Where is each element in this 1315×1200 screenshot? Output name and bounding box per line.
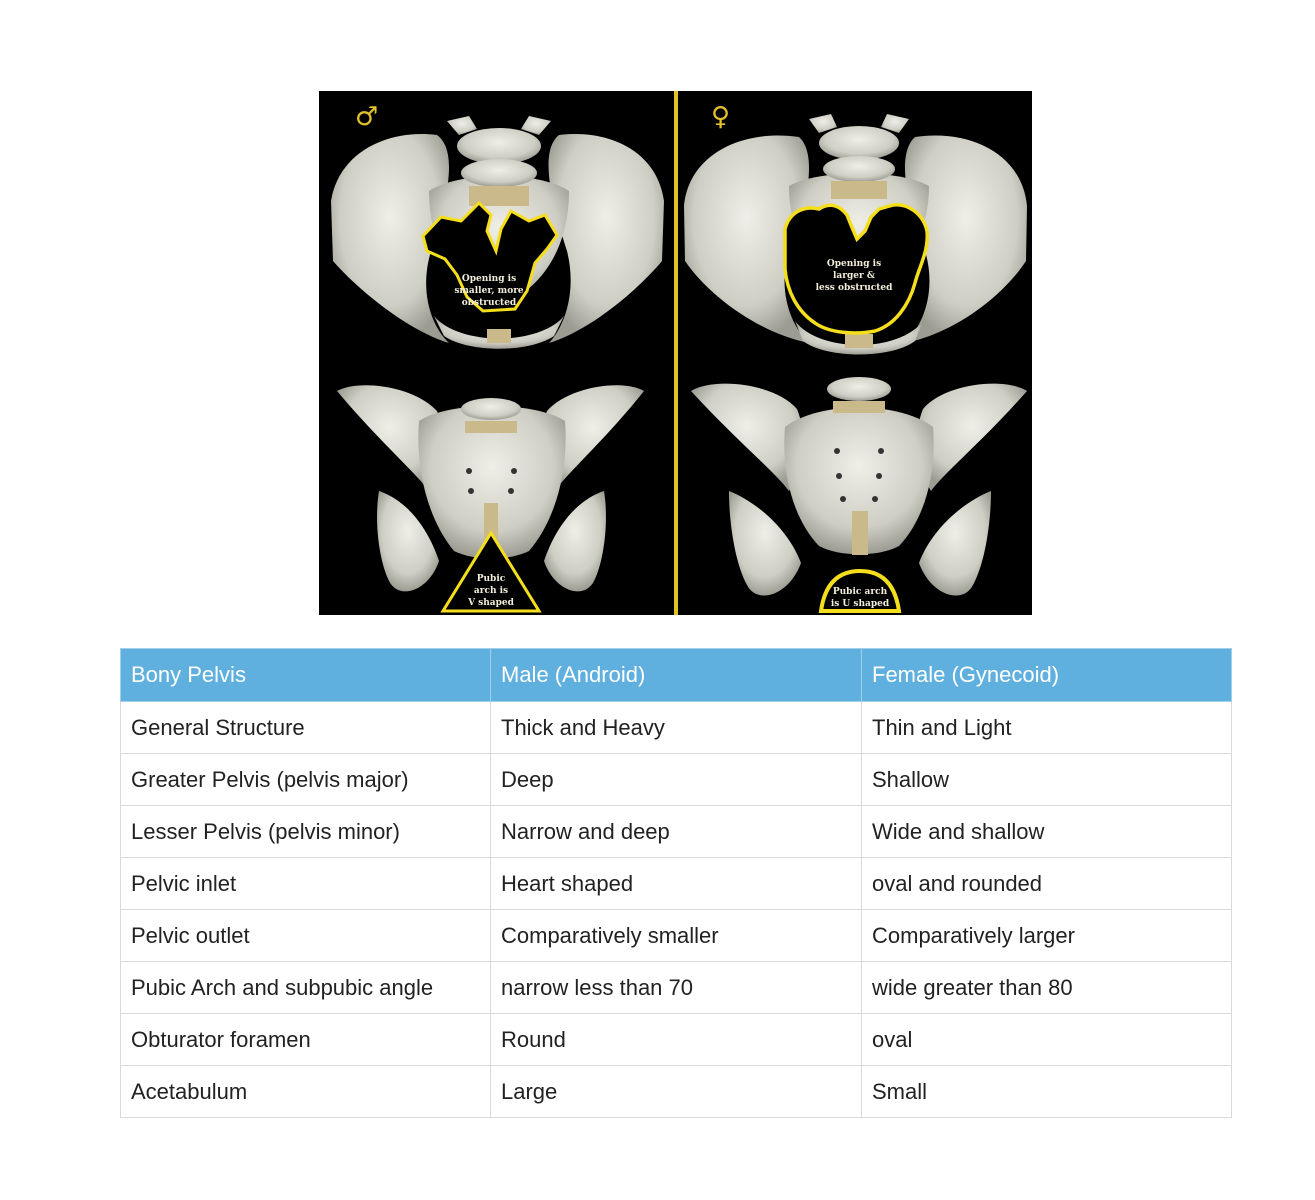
row-label: Greater Pelvis (pelvis major) bbox=[121, 754, 491, 806]
table-header-row bbox=[121, 649, 1232, 702]
female-value: oval and rounded bbox=[862, 858, 1232, 910]
male-value: Deep bbox=[491, 754, 862, 806]
male-inlet-label-line-1: Opening is bbox=[461, 274, 517, 284]
pelvis-illustration bbox=[319, 91, 1032, 615]
male-arch-label-line-1: Pubic bbox=[476, 574, 506, 584]
female-value: Small bbox=[862, 1066, 1232, 1118]
figure-divider bbox=[674, 91, 678, 615]
male-value: Heart shaped bbox=[491, 858, 862, 910]
row-label: Obturator foramen bbox=[121, 1014, 491, 1066]
female-value: oval bbox=[862, 1014, 1232, 1066]
male-value: Narrow and deep bbox=[491, 806, 862, 858]
female-arch-label-line-2: is U shaped bbox=[830, 599, 890, 609]
female-symbol-icon: ♀ bbox=[711, 102, 731, 132]
pelvis-comparison-figure bbox=[319, 91, 1032, 615]
header-bony-pelvis: Bony Pelvis bbox=[121, 649, 491, 702]
table-row bbox=[121, 962, 1232, 1014]
female-value: wide greater than 80 bbox=[862, 962, 1232, 1014]
male-inlet-label-line-2: smaller, more bbox=[454, 286, 524, 296]
male-value: Round bbox=[491, 1014, 862, 1066]
female-value: Wide and shallow bbox=[862, 806, 1232, 858]
female-value: Shallow bbox=[862, 754, 1232, 806]
male-value: Large bbox=[491, 1066, 862, 1118]
male-value: narrow less than 70 bbox=[491, 962, 862, 1014]
table-row bbox=[121, 1066, 1232, 1118]
male-value: Thick and Heavy bbox=[491, 702, 862, 754]
female-inlet-label-line-1: Opening is bbox=[826, 259, 882, 269]
header-female: Female (Gynecoid) bbox=[862, 649, 1232, 702]
table-row bbox=[121, 702, 1232, 754]
row-label: Pelvic outlet bbox=[121, 910, 491, 962]
row-label: Pubic Arch and subpubic angle bbox=[121, 962, 491, 1014]
table-row bbox=[121, 858, 1232, 910]
table-row bbox=[121, 754, 1232, 806]
female-inlet-label-line-2: larger & bbox=[832, 271, 876, 281]
female-arch-label-line-1: Pubic arch bbox=[832, 587, 888, 597]
male-value: Comparatively smaller bbox=[491, 910, 862, 962]
male-symbol-icon: ♂ bbox=[355, 102, 379, 132]
female-inlet-label-line-3: less obstructed bbox=[815, 283, 893, 293]
row-label: Lesser Pelvis (pelvis minor) bbox=[121, 806, 491, 858]
table-row bbox=[121, 910, 1232, 962]
pelvis-comparison-table bbox=[120, 648, 1232, 1118]
table-row bbox=[121, 1014, 1232, 1066]
female-value: Comparatively larger bbox=[862, 910, 1232, 962]
male-arch-label-line-3: V shaped bbox=[468, 598, 514, 608]
header-male: Male (Android) bbox=[491, 649, 862, 702]
row-label: General Structure bbox=[121, 702, 491, 754]
row-label: Pelvic inlet bbox=[121, 858, 491, 910]
table-row bbox=[121, 806, 1232, 858]
female-value: Thin and Light bbox=[862, 702, 1232, 754]
row-label: Acetabulum bbox=[121, 1066, 491, 1118]
male-arch-label-line-2: arch is bbox=[473, 586, 509, 596]
male-inlet-label-line-3: obstructed bbox=[461, 298, 517, 308]
